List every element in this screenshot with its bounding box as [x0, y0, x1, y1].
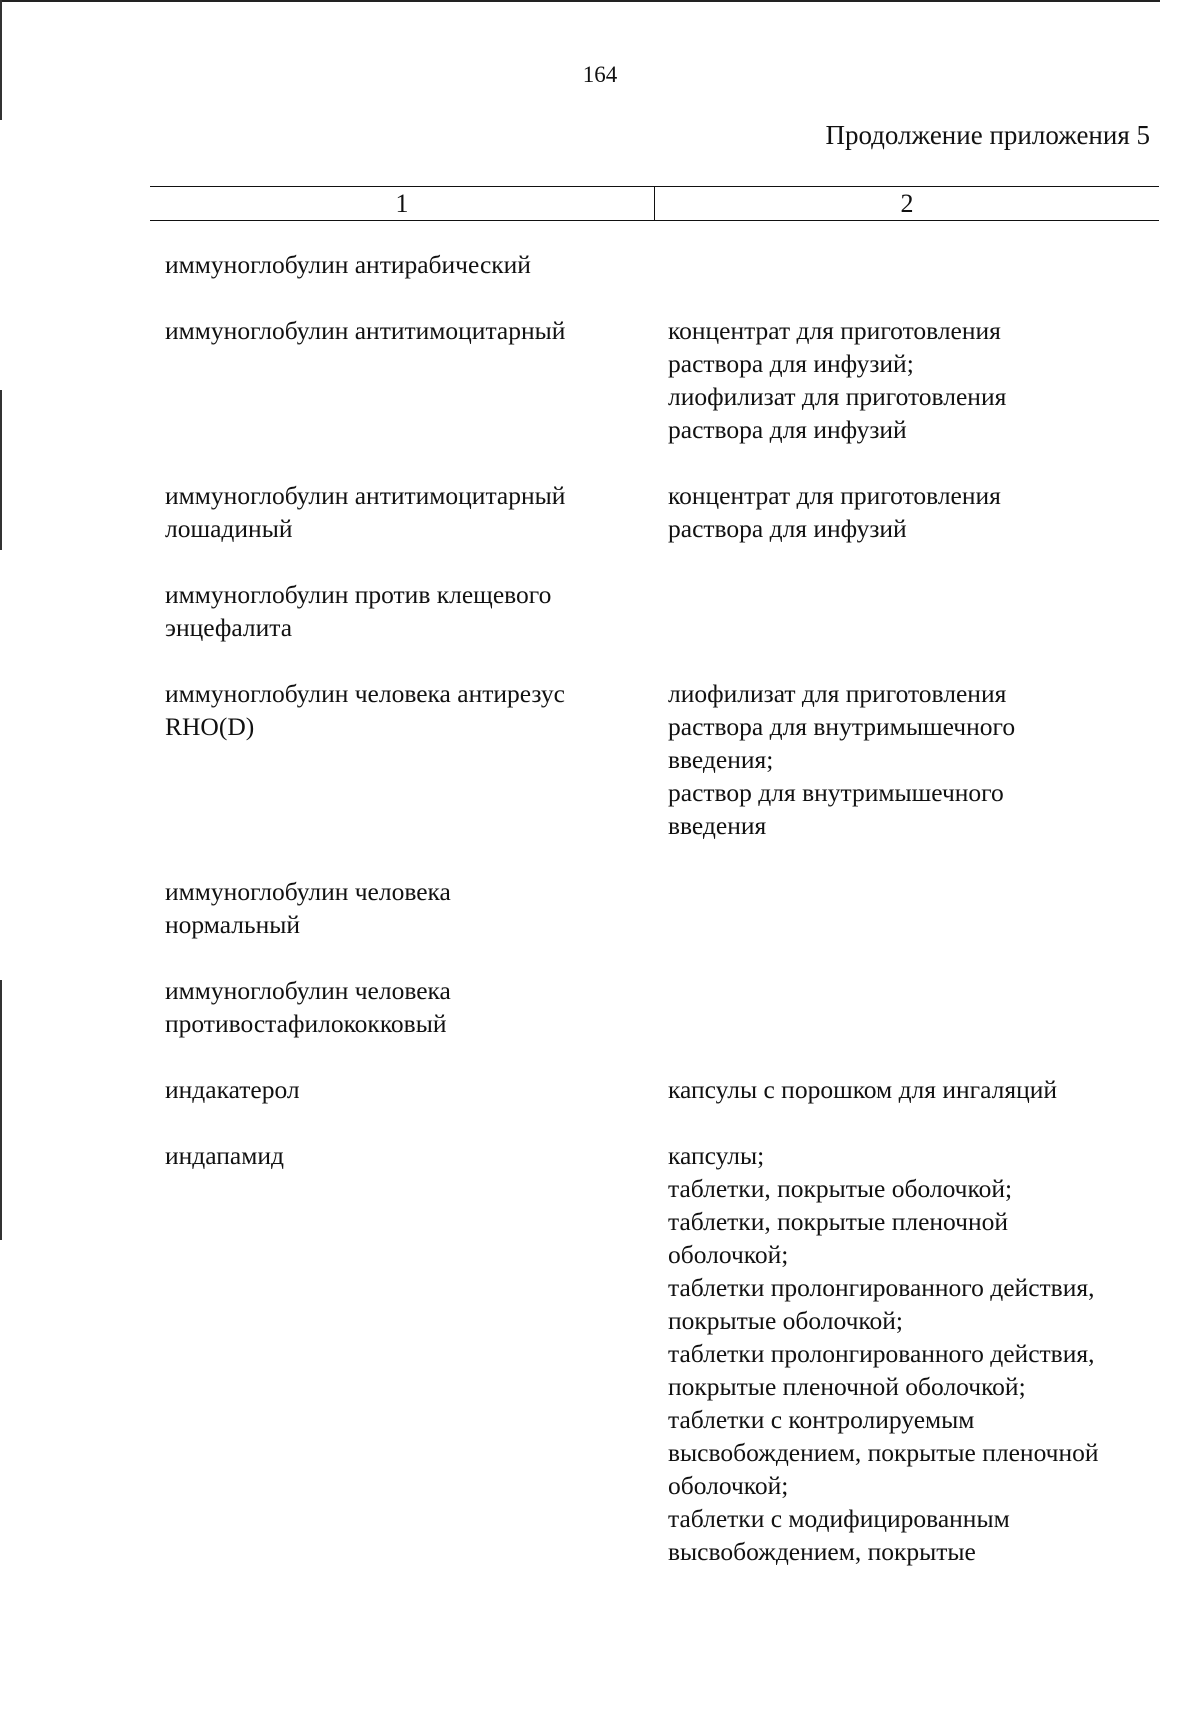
drug-name-line: иммуноглобулин против клещевого — [165, 580, 552, 609]
dosage-forms — [668, 974, 1155, 1040]
dosage-forms — [668, 479, 1155, 545]
drug-name — [165, 248, 668, 281]
drug-name-line: иммуноглобулин человека — [165, 976, 451, 1005]
dosage-form-line: капсулы; — [668, 1141, 765, 1170]
drug-name-line: иммуноглобулин антирабический — [165, 250, 531, 279]
drug-name — [165, 314, 668, 446]
dosage-form-line: таблетки пролонгированного действия, — [668, 1339, 1095, 1368]
dosage-form-line: концентрат для приготовления — [668, 481, 1001, 510]
scan-edge-left — [0, 390, 2, 550]
dosage-form-line: лиофилизат для приготовления — [668, 382, 1007, 411]
dosage-form-line: раствор для внутримышечного — [668, 778, 1004, 807]
drug-name-line: нормальный — [165, 910, 301, 939]
table-row — [165, 1139, 1155, 1568]
dosage-form-line: лиофилизат для приготовления — [668, 679, 1007, 708]
drug-name — [165, 1139, 668, 1568]
dosage-form-line: таблетки, покрытые пленочной — [668, 1207, 1009, 1236]
table-row — [165, 248, 1155, 281]
dosage-form-line: введения; — [668, 745, 774, 774]
dosage-form-line: высвобождением, покрытые — [668, 1537, 976, 1566]
dosage-forms — [668, 875, 1155, 941]
drug-name-line: иммуноглобулин человека антирезус — [165, 679, 565, 708]
dosage-form-line: таблетки с контролируемым — [668, 1405, 975, 1434]
table-row — [165, 578, 1155, 644]
drug-name-line: RHO(D) — [165, 712, 255, 741]
drug-name-line: противостафилококковый — [165, 1009, 447, 1038]
drug-name — [165, 677, 668, 842]
table-row — [165, 314, 1155, 446]
dosage-form-line: концентрат для приготовления — [668, 316, 1001, 345]
page-number: 164 — [582, 62, 618, 87]
table-body — [165, 248, 1155, 1601]
drug-name — [165, 479, 668, 545]
table-row — [165, 1073, 1155, 1106]
drug-name — [165, 875, 668, 941]
drug-name — [165, 1073, 668, 1106]
dosage-forms — [668, 578, 1155, 644]
dosage-forms — [668, 314, 1155, 446]
dosage-form-line: раствора для внутримышечного — [668, 712, 1016, 741]
drug-name-line: энцефалита — [165, 613, 293, 642]
scan-edge-left — [0, 980, 2, 1240]
dosage-form-line: таблетки, покрытые оболочкой; — [668, 1174, 1013, 1203]
table-row — [165, 479, 1155, 545]
scan-edge-top — [0, 0, 1160, 2]
drug-name-line: индапамид — [165, 1141, 284, 1170]
drug-name-line: иммуноглобулин антитимоцитарный — [165, 316, 566, 345]
dosage-form-line: таблетки пролонгированного действия, — [668, 1273, 1095, 1302]
dosage-form-line: оболочкой; — [668, 1240, 789, 1269]
dosage-form-line: капсулы с порошком для ингаляций — [668, 1075, 1058, 1104]
drug-name-line: лошадиный — [165, 514, 293, 543]
drug-name-line: иммуноглобулин человека — [165, 877, 451, 906]
appendix-note: Продолжение приложения 5 — [825, 120, 1150, 150]
drug-name — [165, 974, 668, 1040]
table-row — [165, 974, 1155, 1040]
drug-name-line: индакатерол — [165, 1075, 300, 1104]
dosage-form-line: таблетки с модифицированным — [668, 1504, 1010, 1533]
dosage-form-line: оболочкой; — [668, 1471, 789, 1500]
table-row — [165, 875, 1155, 941]
dosage-forms — [668, 1139, 1155, 1568]
drug-name — [165, 578, 668, 644]
dosage-form-line: покрытые оболочкой; — [668, 1306, 903, 1335]
column-header-1: 1 — [150, 187, 655, 220]
drug-name-line: иммуноглобулин антитимоцитарный — [165, 481, 566, 510]
dosage-form-line: раствора для инфузий — [668, 514, 907, 543]
dosage-forms — [668, 1073, 1155, 1106]
dosage-form-line: введения — [668, 811, 767, 840]
dosage-form-line: покрытые пленочной оболочкой; — [668, 1372, 1026, 1401]
dosage-forms — [668, 248, 1155, 281]
table-row — [165, 677, 1155, 842]
column-header-2: 2 — [900, 189, 914, 218]
dosage-form-line: раствора для инфузий — [668, 415, 907, 444]
scan-edge-left — [0, 0, 2, 120]
dosage-form-line: высвобождением, покрытые пленочной — [668, 1438, 1099, 1467]
table-header — [150, 186, 1159, 221]
dosage-form-line: раствора для инфузий; — [668, 349, 914, 378]
dosage-forms — [668, 677, 1155, 842]
